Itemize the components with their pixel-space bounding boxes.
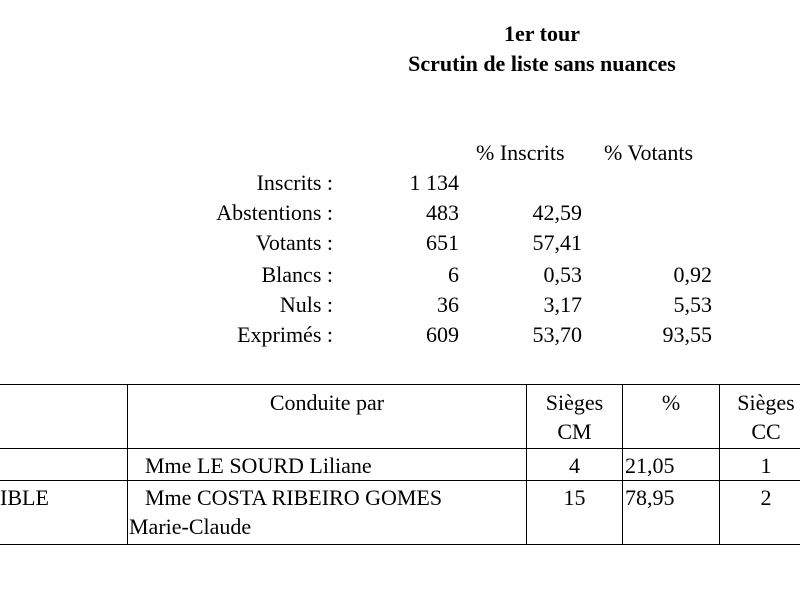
sieges-cm-header-line2: CM — [557, 419, 592, 444]
stat-value: 651 — [426, 230, 459, 255]
table-border-header — [0, 448, 800, 449]
stat-label: Blancs : — [261, 262, 333, 287]
stat-pct-votants: 0,92 — [673, 262, 712, 287]
table-border-bottom — [0, 544, 800, 545]
round-title: 1er tour — [504, 21, 580, 46]
sieges-cc-value: 1 — [760, 453, 772, 478]
stat-label: Exprimés : — [237, 322, 333, 347]
stat-value: 36 — [437, 292, 459, 317]
stat-row-blancs — [0, 262, 800, 293]
leader-name-continued: Marie-Claude — [129, 514, 252, 539]
table-border-row1 — [0, 480, 800, 481]
stat-label: Votants : — [255, 230, 333, 255]
sieges-cc-header-line1: Sièges — [737, 390, 795, 415]
stat-pct-inscrits: 53,70 — [532, 322, 582, 347]
stat-row-nuls — [0, 292, 800, 323]
pct-value: 21,05 — [625, 453, 675, 478]
stat-row-inscrits — [0, 170, 800, 201]
stat-row-abstentions — [0, 200, 800, 231]
stat-pct-votants: 5,53 — [673, 292, 712, 317]
leader-name: Mme COSTA RIBEIRO GOMES — [145, 485, 443, 510]
pct-votants-header: % Votants — [604, 140, 694, 165]
pct-value: 78,95 — [625, 485, 675, 510]
list-name: IBLE — [0, 485, 49, 510]
stat-pct-inscrits: 57,41 — [532, 230, 582, 255]
stat-label: Inscrits : — [256, 170, 333, 195]
sieges-cc-value: 2 — [760, 485, 772, 510]
pct-inscrits-header: % Inscrits — [476, 140, 565, 165]
sieges-cm-header-line1: Sièges — [545, 390, 604, 415]
stat-pct-inscrits: 42,59 — [532, 200, 582, 225]
leader-name: Mme LE SOURD Liliane — [145, 453, 372, 478]
pct-header: % — [661, 390, 681, 415]
stat-value: 6 — [448, 262, 459, 287]
table-border-top — [0, 384, 800, 385]
stat-label: Nuls : — [279, 292, 333, 317]
sieges-cc-header-line2: CC — [751, 419, 781, 444]
stat-label: Abstentions : — [216, 200, 333, 225]
ballot-type-title: Scrutin de liste sans nuances — [408, 51, 676, 76]
stat-pct-votants: 93,55 — [662, 322, 712, 347]
stat-value: 1 134 — [409, 170, 459, 195]
sieges-cm-value: 15 — [563, 485, 586, 510]
stat-pct-inscrits: 0,53 — [543, 262, 582, 287]
sieges-cm-value: 4 — [569, 453, 580, 478]
stat-value: 609 — [426, 322, 459, 347]
conduite-par-header: Conduite par — [269, 390, 385, 415]
stat-value: 483 — [426, 200, 459, 225]
stat-pct-inscrits: 3,17 — [543, 292, 582, 317]
stat-row-votants — [0, 230, 800, 261]
stat-row-exprimes — [0, 322, 800, 353]
